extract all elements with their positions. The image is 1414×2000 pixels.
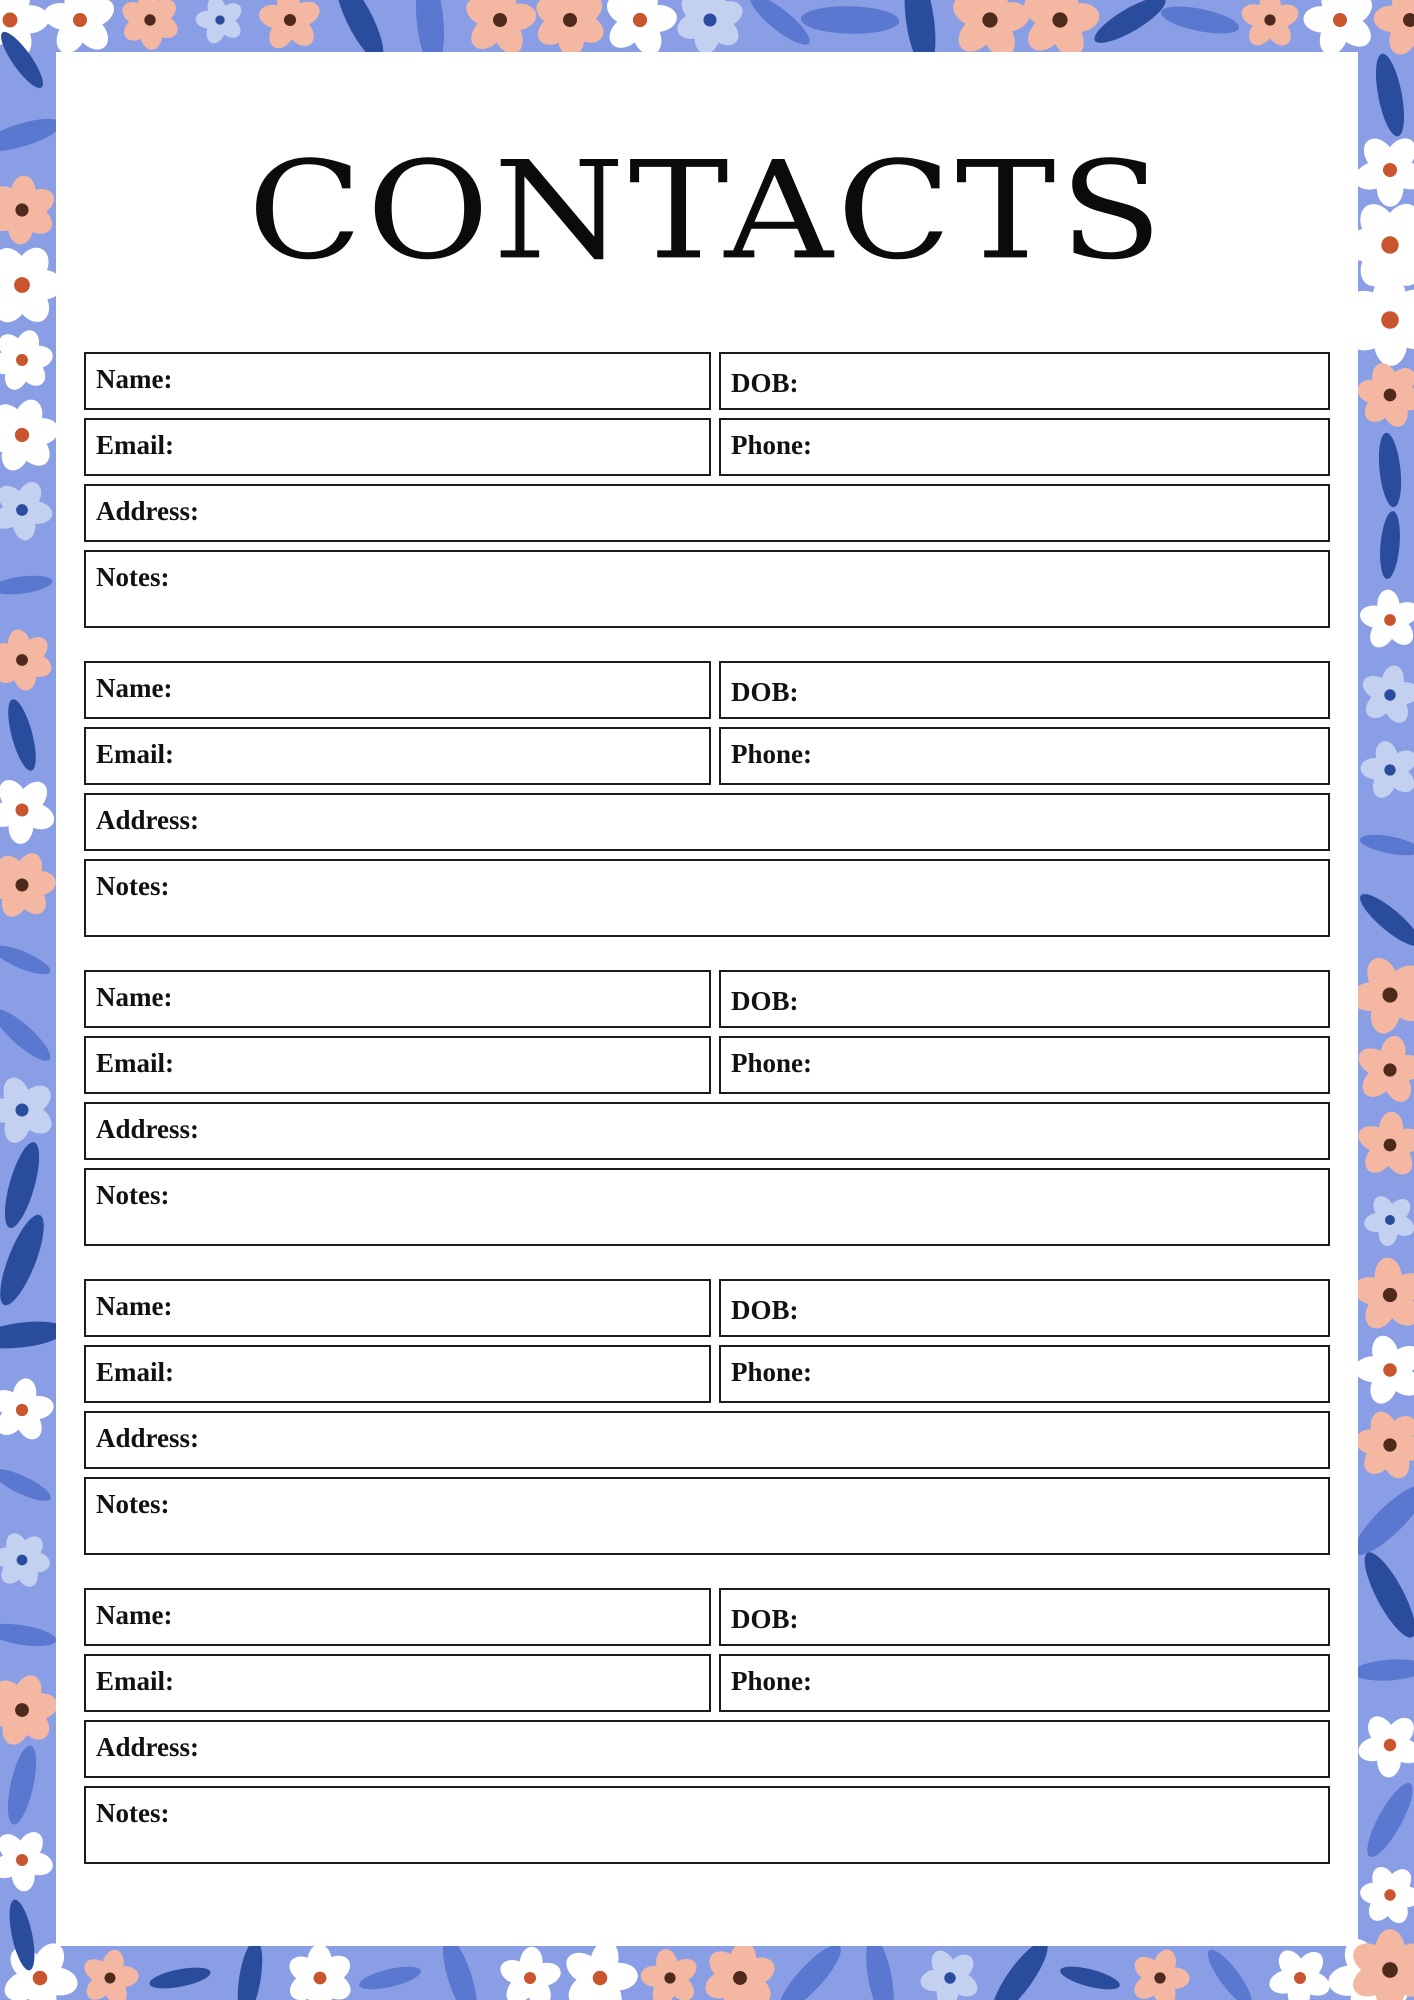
name-label: Name:	[96, 982, 173, 1012]
leaf-decoration	[1352, 1657, 1414, 1683]
phone-field[interactable]	[719, 727, 1330, 785]
name-field[interactable]	[84, 352, 711, 410]
name-field[interactable]	[84, 1588, 711, 1646]
phone-field[interactable]	[719, 418, 1330, 476]
leaf-decoration	[233, 1938, 266, 2000]
flower-decoration	[1360, 739, 1414, 802]
address-field[interactable]	[84, 1411, 1330, 1469]
contacts-page	[56, 52, 1358, 1946]
address-label: Address:	[96, 496, 200, 526]
flower-decoration	[601, 0, 678, 59]
address-label: Address:	[96, 805, 200, 835]
flower-decoration	[1130, 1946, 1190, 2000]
leaf-decoration	[0, 1620, 58, 1650]
flower-decoration	[0, 628, 55, 693]
flower-decoration	[461, 0, 538, 59]
address-field[interactable]	[84, 484, 1330, 542]
leaf-decoration	[1360, 1778, 1414, 1862]
notes-label: Notes:	[96, 871, 170, 901]
flower-decoration	[118, 0, 181, 51]
flower-decoration	[0, 1074, 57, 1146]
leaf-decoration	[1058, 1962, 1122, 1994]
leaf-decoration	[1378, 510, 1403, 579]
phone-field[interactable]	[719, 1036, 1330, 1094]
flower-decoration	[1363, 1192, 1414, 1247]
dob-field[interactable]	[719, 1279, 1330, 1337]
leaf-decoration	[2, 1743, 42, 1827]
leaf-decoration	[1371, 52, 1410, 139]
notes-label: Notes:	[96, 1798, 170, 1828]
address-field[interactable]	[84, 1720, 1330, 1778]
name-label: Name:	[96, 1600, 173, 1630]
email-field[interactable]	[84, 727, 711, 785]
flower-decoration	[1353, 1408, 1414, 1482]
email-field[interactable]	[84, 1036, 711, 1094]
flower-decoration	[285, 1944, 356, 2000]
leaf-decoration	[0, 112, 64, 158]
notes-field[interactable]	[84, 1477, 1330, 1555]
flower-decoration	[1355, 360, 1414, 430]
dob-label: DOB:	[731, 677, 799, 707]
phone-label: Phone:	[731, 1048, 812, 1078]
email-field[interactable]	[84, 1345, 711, 1403]
notes-label: Notes:	[96, 562, 170, 592]
name-field[interactable]	[84, 661, 711, 719]
dob-field[interactable]	[719, 661, 1330, 719]
leaf-decoration	[0, 940, 54, 980]
notes-field[interactable]	[84, 1786, 1330, 1864]
flower-decoration	[0, 1827, 55, 1892]
leaf-decoration	[0, 1463, 54, 1506]
flower-decoration	[919, 1947, 982, 2000]
name-label: Name:	[96, 364, 173, 394]
flower-decoration	[0, 1672, 60, 1749]
name-field[interactable]	[84, 1279, 711, 1337]
dob-field[interactable]	[719, 970, 1330, 1028]
address-label: Address:	[96, 1423, 200, 1453]
flower-decoration	[1351, 132, 1414, 206]
notes-field[interactable]	[84, 859, 1330, 937]
flower-decoration	[1267, 1946, 1333, 2000]
flower-decoration	[195, 0, 245, 46]
email-label: Email:	[96, 1357, 174, 1387]
flower-decoration	[0, 1938, 80, 2000]
email-field[interactable]	[84, 418, 711, 476]
flower-decoration	[42, 0, 119, 58]
flower-decoration	[1303, 0, 1378, 59]
flower-decoration	[640, 1947, 701, 2000]
flower-decoration	[1373, 0, 1414, 59]
email-label: Email:	[96, 1048, 174, 1078]
flower-decoration	[0, 849, 57, 921]
email-label: Email:	[96, 430, 174, 460]
notes-field[interactable]	[84, 550, 1330, 628]
phone-label: Phone:	[731, 739, 812, 769]
dob-field[interactable]	[719, 1588, 1330, 1646]
flower-decoration	[0, 396, 61, 475]
dob-label: DOB:	[731, 1295, 799, 1325]
leaf-decoration	[0, 573, 53, 598]
leaf-decoration	[357, 1962, 423, 1994]
dob-label: DOB:	[731, 986, 799, 1016]
flower-decoration	[561, 1938, 639, 2000]
phone-field[interactable]	[719, 1654, 1330, 1712]
leaf-decoration	[1354, 887, 1414, 952]
flower-decoration	[1239, 0, 1302, 50]
notes-label: Notes:	[96, 1180, 170, 1210]
flower-decoration	[1359, 664, 1414, 727]
address-label: Address:	[96, 1114, 200, 1144]
flower-decoration	[1356, 1711, 1414, 1778]
name-label: Name:	[96, 1291, 173, 1321]
phone-label: Phone:	[731, 430, 812, 460]
phone-label: Phone:	[731, 1666, 812, 1696]
page-title: CONTACTS	[247, 133, 1167, 290]
phone-label: Phone:	[731, 1357, 812, 1387]
leaf-decoration	[801, 5, 900, 35]
flower-decoration	[1358, 589, 1414, 652]
flower-decoration	[0, 478, 54, 542]
email-label: Email:	[96, 1666, 174, 1696]
dob-label: DOB:	[731, 1604, 799, 1634]
phone-field[interactable]	[719, 1345, 1330, 1403]
notes-label: Notes:	[96, 1489, 170, 1519]
flower-decoration	[531, 0, 608, 57]
flower-decoration	[1350, 953, 1414, 1036]
leaf-decoration	[148, 1964, 212, 1993]
leaf-decoration	[771, 1938, 848, 2000]
flower-decoration	[80, 1948, 140, 2000]
leaf-decoration	[745, 0, 816, 51]
flower-decoration	[1354, 1034, 1414, 1106]
flower-decoration	[701, 1940, 779, 2000]
leaf-decoration	[1089, 0, 1171, 50]
dob-label: DOB:	[731, 368, 799, 398]
email-label: Email:	[96, 739, 174, 769]
leaf-decoration	[1202, 1944, 1259, 2000]
name-field[interactable]	[84, 970, 711, 1028]
leaf-decoration	[1159, 1, 1241, 39]
flower-decoration	[0, 175, 59, 246]
address-field[interactable]	[84, 1102, 1330, 1160]
address-label: Address:	[96, 1732, 200, 1762]
leaf-decoration	[1358, 831, 1414, 859]
flower-decoration	[674, 0, 747, 56]
address-field[interactable]	[84, 793, 1330, 851]
flower-decoration	[0, 1377, 55, 1444]
flower-decoration	[1354, 1333, 1414, 1408]
flower-decoration	[0, 775, 58, 845]
flower-decoration	[0, 242, 63, 329]
leaf-decoration	[0, 1003, 56, 1068]
dob-field[interactable]	[719, 352, 1330, 410]
flower-decoration	[497, 1946, 564, 2000]
name-label: Name:	[96, 673, 173, 703]
flower-decoration	[1355, 1111, 1414, 1180]
flower-decoration	[0, 327, 55, 393]
notes-field[interactable]	[84, 1168, 1330, 1246]
flower-decoration	[1351, 1257, 1414, 1335]
leaf-decoration	[1376, 432, 1405, 509]
leaf-decoration	[1356, 1547, 1414, 1644]
flower-decoration	[257, 0, 324, 53]
flower-decoration	[0, 1530, 51, 1590]
leaf-decoration	[3, 697, 42, 774]
email-field[interactable]	[84, 1654, 711, 1712]
flower-decoration	[1359, 1863, 1414, 1927]
